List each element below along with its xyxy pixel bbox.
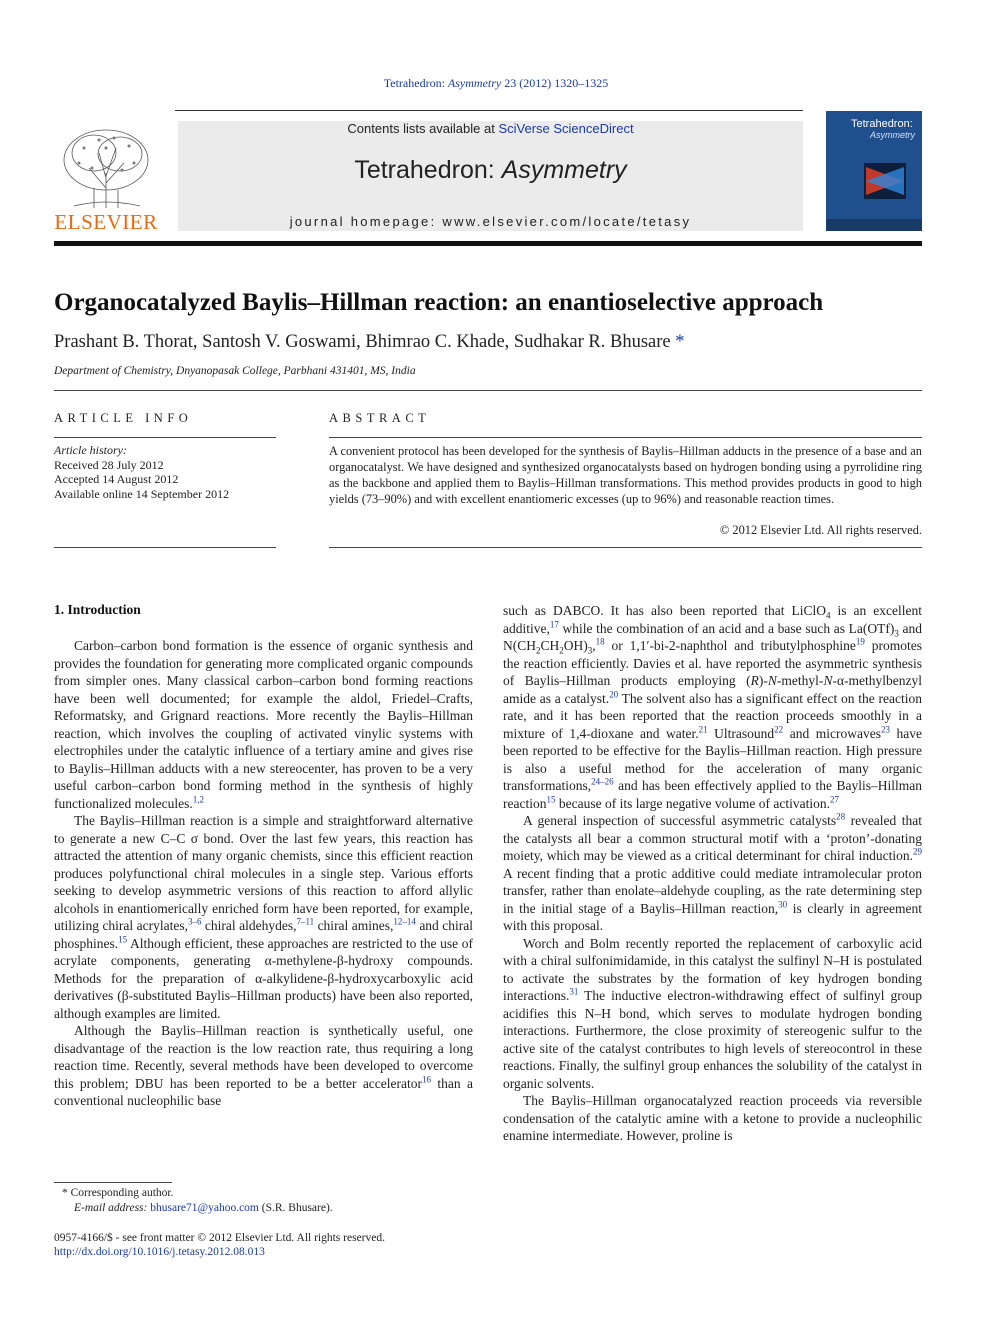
paragraph: Carbon–carbon bond formation is the essence of organic synthesis and provides the foundation for generating more complicated organic compounds from simpler ones. Many classical carbon–carbon bond forming reactions have been well documented; for example the aldol, Friedel–Crafts, Reformatsky, and Grignard reactions. More recently the Baylis–Hillman reaction, which involves the coupling of activated vinylic systems with electrophiles under the catalytic influence of a tertiary amine and gives rise to Baylis–Hillman adducts with a new stereocenter, has proven to be a very useful carbon–carbon bond forming method in the synthesis of highly functionalized molecules.$^{1,2}$: [54, 638, 473, 811]
cover-subtitle: Asymmetry: [870, 130, 915, 140]
doi-anchor[interactable]: http://dx.doi.org/10.1016/j.tetasy.2012.08.013: [54, 1246, 265, 1258]
masthead-rule: [54, 241, 922, 246]
cover-title: Tetrahedron:: [851, 118, 913, 130]
author-list: Prashant B. Thorat, Santosh V. Goswami, Bhimrao C. Khade, Sudhakar R. Bhusare *: [54, 332, 685, 352]
journal-name: Tetrahedron: Asymmetry: [354, 156, 627, 184]
footnote-rule: [54, 1182, 172, 1183]
article-info-heading: ARTICLE INFO: [54, 411, 193, 425]
abstract-text: A convenient protocol has been developed for the synthesis of Baylis–Hillman adducts in the presence of a base and an organocatalyst. We have designed and synthesized organocatalysts based on hydrogen bonding using a pyrrolidine ring as the backbone and applied them to Baylis–Hillman transformations. This method provides products in good to high yields (73–90%) and with excellent enantiomeric excesses (up to 96%) and reasonable reaction times.: [329, 444, 922, 506]
article-info-rule: [54, 437, 276, 438]
contents-line: Contents lists available at SciVerse ScienceDirect: [347, 121, 634, 136]
corresponding-author-mark[interactable]: *: [675, 332, 685, 352]
header-rule: [175, 110, 803, 111]
affiliation: Department of Chemistry, Dnyanopasak College, Parbhani 431401, MS, India: [54, 365, 416, 377]
journal-citation: Tetrahedron: Asymmetry 23 (2012) 1320–1325: [383, 76, 609, 90]
title-rule: [54, 390, 922, 391]
article-info-bottom-rule: [54, 547, 276, 548]
paragraph: Although the Baylis–Hillman reaction is synthetically useful, one disadvantage of the reaction is the low reaction rate, thus requiring a long reaction time. Recently, several methods have been developed to overcome this problem; DBU has been reported to be a better accelerator$^{16}$ than a conventional nucleophilic base: [54, 1023, 473, 1108]
paragraph: A general inspection of successful asymmetric catalysts$^{28}$ revealed that the catalysts all bear a common structural motif with a ‘proton’-donating moiety, which may be viewed as a critical determinant for chiral induction.$^{29}$ A recent finding that a protic additive could mediate intramolecular proton transfer, rather than enolate–aldehyde coupling, as the rate determining step in the initial stage of a Baylis–Hillman reaction,$^{30}$ is clearly in agreement with this proposal.: [503, 811, 923, 933]
paragraph: The Baylis–Hillman organocatalyzed reaction proceeds via reversible condensation of the catalytic amine with a ketone to provide a nucleophilic enamine intermediate. However, proline is: [503, 1093, 922, 1143]
article-history: Article history: Received 28 July 2012 Accepted 14 August 2012 Available online 14 September 2012: [54, 443, 230, 501]
elsevier-wordmark: ELSEVIER: [54, 210, 158, 234]
doi-link[interactable]: [54, 1245, 265, 1260]
email-link[interactable]: bhusare71@yahoo.com: [150, 1202, 259, 1214]
abstract-rule: [329, 437, 922, 438]
corresponding-author-note: * Corresponding author.: [62, 1187, 174, 1199]
sciencedirect-link[interactable]: SciVerse ScienceDirect: [498, 121, 634, 136]
paragraph: The Baylis–Hillman reaction is a simple and straightforward alternative to generate a new C–C σ bond. Over the last few years, this reaction has attracted the attention of many organic chemists, since this efficient reaction produces polyfunctional chiral molecules in a single step. Various efforts seeking to develop asymmetric versions of this reaction to afford allylic alcohols in enantiomerically enriched form have been reported, for example, utilizing chiral acrylates,$^{3-6}$ chiral aldehydes,$^{7-11}$ chiral amines,$^{12-14}$ and chiral phosphines.$^{15}$ Although efficient, these approaches are restricted to the use of acrylate components, generating α-methylene-β-hydroxy compounds. Methods for the preparation of α-alkylidene-β-hydroxycarboxylic acid derivatives (β-substituted Baylis–Hillman products) have been also reported, although examples are limited.: [54, 813, 473, 1021]
journal-homepage[interactable]: journal homepage: www.elsevier.com/locate/tetasy: [289, 214, 692, 229]
intro-right-column: [503, 602, 922, 1145]
paragraph: Worch and Bolm recently reported the replacement of carboxylic acid with a chiral sulfonimidamide, in this catalyst the sulfinyl N–H is postulated to activate the substrates by the formation of key hydrogen bonding interactions.$^{31}$ The inductive electron-withdrawing effect of sulfinyl group acidifies this N–H bond, which serves to modulate hydrogen bonding interactions. Furthermore, the close proximity of stereogenic sulfur to the active site of the catalyst contributes to high levels of stereocontrol in these reactions. Finally, the sulfinyl group enhances the solubility of the catalyst in organic solvents.: [503, 935, 922, 1091]
abstract-heading: ABSTRACT: [329, 411, 431, 425]
abstract-copyright: © 2012 Elsevier Ltd. All rights reserved.: [719, 523, 922, 537]
paragraph: such as DABCO. It has also been reported that LiClO$_4$ is an excellent additive,$^{17}$ while the combination of an acid and a base such as $La(OTf)_3$ and $N(CH_2CH_2OH)_3,^{18}$ or 1,1′-bi-2-naphthol and tributylphosphine$^{19}$ promotes the reaction efficiently. Davies et al. have reported the asymmetric synthesis of Baylis–Hillman products employing (R)-N-methyl-N-α-methylbenzyl amide as a catalyst.$^{20}$ The solvent also has a significant effect on the reaction rate, and it has been reported that the reaction proceeds smoothly in a mixture of 1,4-dioxane and water.$^{21}$ Ultrasound$^{22}$ and microwaves$^{23}$ have been reported to be effective for the Baylis–Hillman reaction. High pressure is also a useful method for the acceleration of many organic transformations,$^{24-26}$ and has been effectively applied to the Baylis–Hillman reaction$^{15}$ because of its large negative volume of activation.$^{27}$: [503, 603, 923, 811]
section-heading: 1. Introduction: [54, 602, 141, 617]
abstract-bottom-rule: [329, 547, 922, 548]
email-note: E-mail address: bhusare71@yahoo.com (S.R. Bhusare).: [74, 1202, 333, 1214]
article-title: Organocatalyzed Baylis–Hillman reaction: an enantioselective approach: [54, 289, 824, 316]
intro-left-column: [54, 637, 473, 1110]
issn-line: 0957-4166/$ - see front matter © 2012 Elsevier Ltd. All rights reserved.: [54, 1232, 385, 1244]
